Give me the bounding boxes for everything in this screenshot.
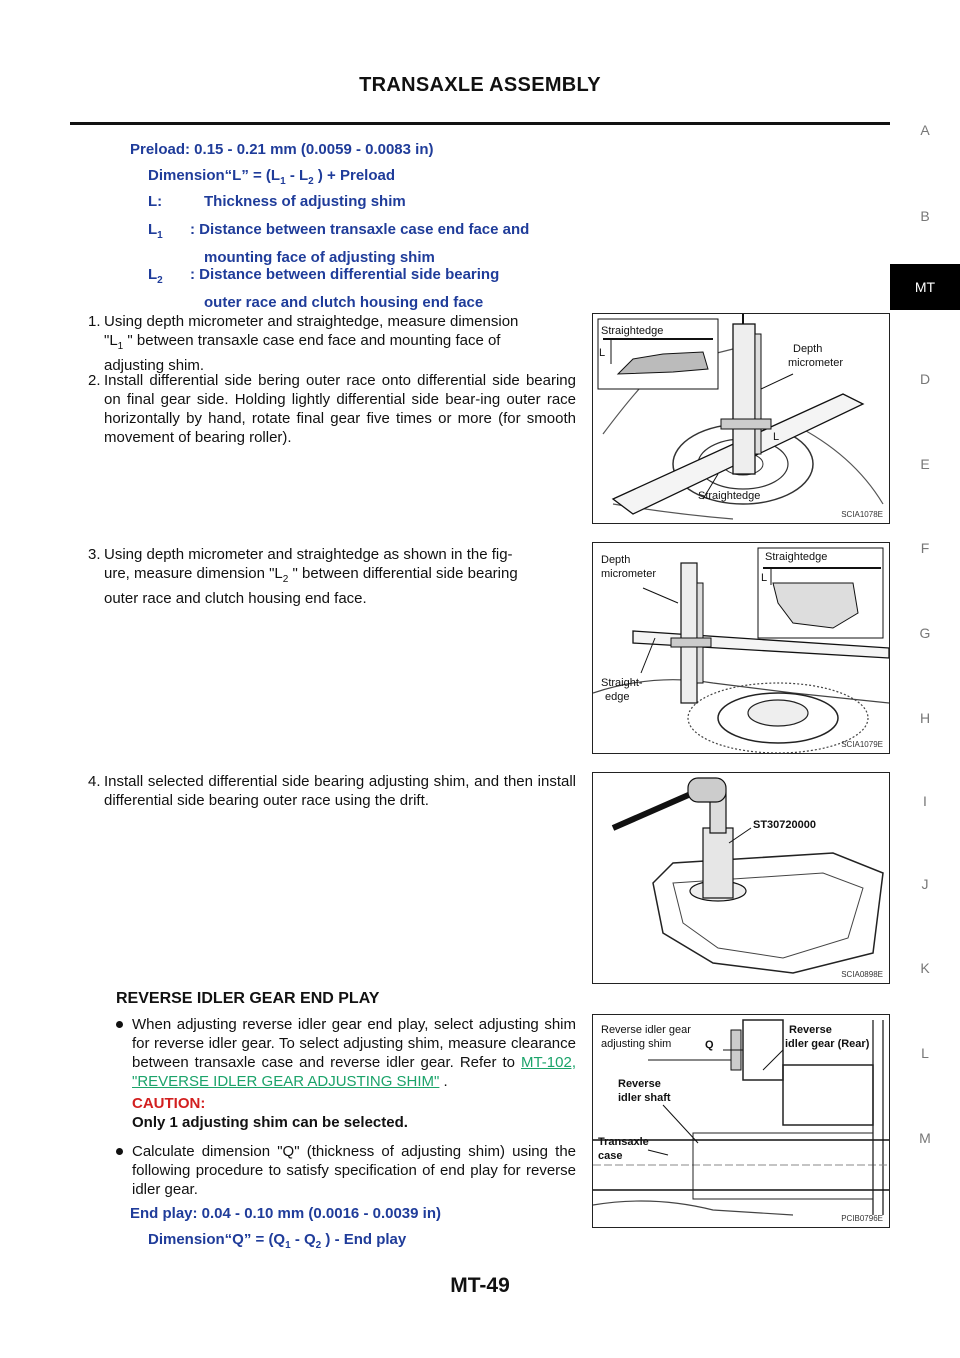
side-index [890, 0, 960, 1358]
def-term: $L_1$ [148, 221, 163, 241]
def-term: L: [148, 193, 163, 210]
section-heading: REVERSE IDLER GEAR END PLAY [116, 990, 380, 1007]
fig1-label: Straightedge [698, 490, 761, 502]
ref-link-mt-102[interactable]: MT-102, "REVERSE IDLER GEAR ADJUSTING SHIM" [132, 1054, 576, 1090]
figure-1-drawing [593, 314, 889, 523]
bullet-dot [116, 1148, 123, 1155]
fig4-label: idler gear (Rear) [785, 1038, 870, 1050]
formula-part: Dimension“Q” = (Q [148, 1231, 286, 1248]
figure-code: PCIB0796E [841, 1214, 883, 1223]
side-index-e[interactable]: E [920, 456, 930, 472]
def-text: : Distance between differential side bearing [190, 266, 500, 283]
fig1-label: micrometer [788, 357, 844, 369]
figure-reverse-idler-gear [592, 1014, 890, 1228]
fig4-label: Reverse [789, 1024, 832, 1036]
def-l [148, 193, 406, 210]
step-text: outer race and clutch housing end face. [104, 590, 367, 607]
fig4-label: Reverse idler gear [601, 1024, 691, 1036]
def-l1 [148, 219, 529, 269]
fig2-label: Depth [601, 554, 631, 566]
fig2-label: micrometer [601, 568, 657, 580]
step-text: " between transaxle case end face and mounting face of [123, 332, 501, 349]
step-text: ure, measure dimension "L [104, 565, 283, 582]
formula-part: - L [285, 167, 309, 184]
bullet-2 [132, 1142, 576, 1199]
preload-spec [130, 141, 434, 158]
step-text: "L [104, 332, 118, 349]
step-text: Install selected differential side bearing adjusting shim, and then install differential side bearing outer race using the drift. [104, 773, 576, 809]
page-number: MT-49 [450, 1274, 510, 1297]
caution-text: Only 1 adjusting shim can be selected. [132, 1114, 408, 1131]
fig2-label: edge [605, 691, 630, 703]
step-number: 1. [88, 313, 101, 330]
fig3-tool-label: ST30720000 [753, 819, 816, 831]
fig4-label: Reverse [618, 1078, 661, 1090]
step-number: 4. [88, 773, 101, 790]
step-text: Install differential side bering outer race onto differential side bearing on final gear side. Holding lightly differential side bear-ing outer race horizontally by hand, rotate final gear five times or more (for smooth movement of bearing roller). [104, 372, 576, 446]
side-index-l[interactable]: L [921, 1045, 929, 1061]
formula-sub: 1 [280, 176, 286, 187]
bullet-text: Calculate dimension "Q" (thickness of adjusting shim) using the following procedure to satisfy specification of end play for reverse idler gear. [132, 1143, 576, 1198]
step-number: 3. [88, 546, 101, 563]
formula-sub: 2 [308, 176, 314, 187]
figure-depth-micrometer-l1 [592, 313, 890, 524]
fig2-label: Straight- [601, 677, 643, 689]
formula-sub: 2 [315, 1240, 322, 1251]
step-4 [88, 772, 576, 810]
bullet-dot [116, 1021, 123, 1028]
def-text: : Distance between transaxle case end face and [190, 221, 530, 238]
fig4-label: case [598, 1150, 623, 1162]
step-number: 2. [88, 372, 101, 389]
bullet-1 [132, 1015, 576, 1091]
dimension-l-formula [148, 167, 395, 187]
figure-2-drawing [593, 543, 889, 753]
fig1-label: Straightedge [601, 325, 664, 337]
side-index-j[interactable]: J [921, 876, 929, 892]
fig2-label: Straightedge [765, 551, 828, 563]
formula-sub: 1 [285, 1240, 291, 1251]
step-2 [88, 371, 576, 447]
formula-part: - Q [290, 1231, 316, 1248]
fig4-label: idler shaft [618, 1092, 671, 1104]
endplay-spec [130, 1205, 441, 1222]
side-index-m[interactable]: M [919, 1130, 931, 1146]
side-index-h[interactable]: H [919, 710, 931, 726]
side-index-b[interactable]: B [920, 208, 930, 224]
fig1-label: L [773, 431, 780, 443]
side-index-d[interactable]: D [919, 371, 931, 387]
page-title: TRANSAXLE ASSEMBLY [359, 74, 601, 96]
fig1-label: L [599, 347, 606, 359]
step-text: Using depth micrometer and straightedge as shown in the fig- [104, 546, 513, 563]
side-index-a[interactable]: A [920, 122, 930, 138]
figure-drift-install [592, 772, 890, 984]
formula-part: ) + Preload [313, 167, 395, 184]
def-l2 [148, 264, 499, 314]
step-text: Using depth micrometer and straightedge, measure dimension [104, 313, 519, 330]
formula-part: Dimension“L” = (L [148, 167, 281, 184]
bullet-text: When adjusting reverse idler gear end play, select adjusting shim for reverse idler gear. To select adjusting shim, measure clearance between transaxle case and reverse idler gear. Refer to [132, 1016, 576, 1071]
step-1 [88, 312, 576, 375]
def-text: Thickness of adjusting shim [204, 193, 406, 210]
fig4-label: adjusting shim [601, 1038, 672, 1050]
figure-code: SCIA1078E [841, 510, 883, 519]
figure-3-drawing [593, 773, 889, 983]
figure-depth-micrometer-l2 [592, 542, 890, 754]
bullet-text: . [439, 1073, 448, 1090]
step-sub: 2 [282, 574, 289, 585]
figure-code: SCIA0898E [841, 970, 883, 979]
side-index-i[interactable]: I [923, 793, 927, 809]
def-text: mounting face of adjusting shim [204, 249, 435, 266]
formula-part: ) - End play [321, 1231, 407, 1248]
side-index-mt[interactable]: MT [890, 264, 960, 310]
fig2-label: L [761, 572, 768, 584]
def-term: $L_2$ [148, 266, 163, 286]
endplay-value: End play: 0.04 - 0.10 mm (0.0016 - 0.0039 in) [130, 1205, 441, 1222]
side-index-k[interactable]: K [920, 960, 930, 976]
side-index-g[interactable]: G [919, 625, 931, 641]
figure-code: SCIA1079E [841, 740, 883, 749]
step-text: adjusting shim. [104, 357, 205, 374]
fig4-label: Q [705, 1039, 714, 1051]
fig4-label: Transaxle [598, 1136, 649, 1148]
side-index-f[interactable]: F [920, 540, 930, 556]
caution-label: CAUTION: [132, 1095, 206, 1112]
step-sub: 1 [117, 341, 124, 352]
step-text: " between differential side bearing [288, 565, 518, 582]
step-3 [88, 545, 576, 608]
header-rule [70, 122, 890, 125]
dimension-q-formula [148, 1231, 406, 1251]
figure-4-drawing [593, 1015, 889, 1227]
preload-value: Preload: 0.15 - 0.21 mm (0.0059 - 0.0083 in) [130, 141, 434, 158]
def-text: outer race and clutch housing end face [204, 294, 484, 311]
fig1-label: Depth [793, 343, 823, 355]
